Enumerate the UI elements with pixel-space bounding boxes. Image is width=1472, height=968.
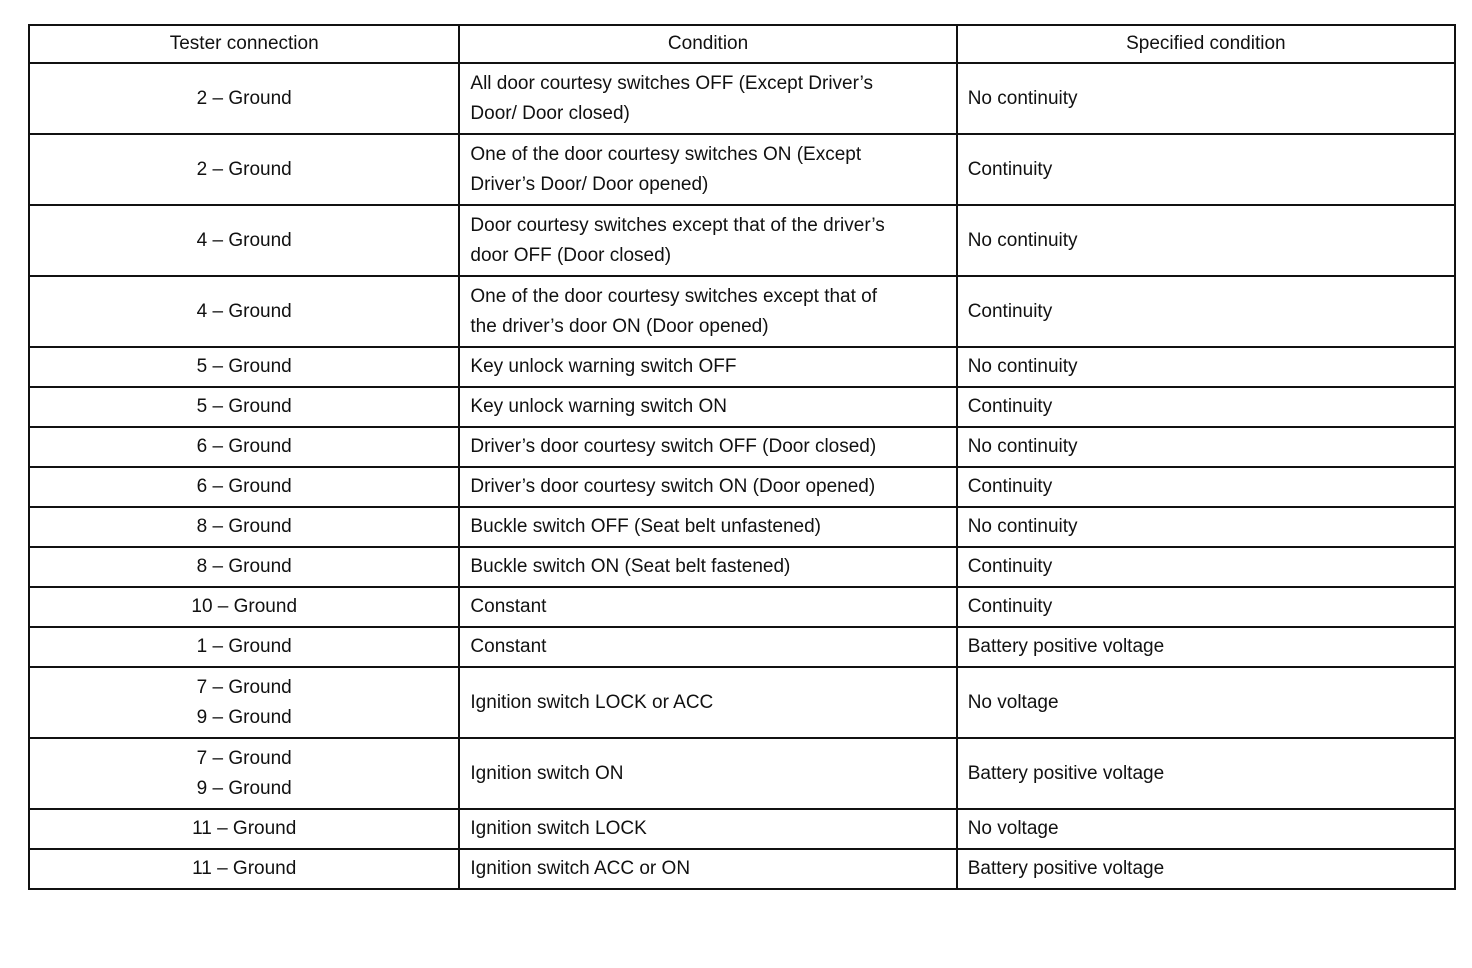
condition-text: Constant: [470, 596, 547, 617]
condition-text: the driver’s door ON (Door opened): [470, 315, 769, 337]
tester-connection-text: 9 – Ground: [196, 777, 292, 799]
specified-condition-cell: Battery positive voltage: [957, 738, 1455, 809]
condition-text: Key unlock warning switch ON: [470, 396, 728, 417]
tester-connection-text: 6 – Ground: [196, 436, 292, 457]
condition-cell: [459, 427, 956, 467]
condition-text: Constant: [470, 636, 547, 657]
tester-connection-text: 6 – Ground: [196, 476, 292, 497]
header-condition: Condition: [459, 25, 956, 63]
inspection-table: [28, 24, 1456, 890]
table-row: [29, 205, 1455, 276]
tester-connection-cell: [29, 667, 459, 738]
specified-condition-cell: No continuity: [957, 347, 1455, 387]
condition-cell: [459, 587, 956, 627]
condition-text: One of the door courtesy switches except that of: [470, 285, 878, 307]
condition-text: Door/ Door closed): [470, 102, 630, 124]
header-specified-condition: Specified condition: [957, 25, 1455, 63]
tester-connection-cell: [29, 849, 459, 889]
condition-cell: [459, 667, 956, 738]
tester-connection-cell: [29, 134, 459, 205]
table-row: [29, 347, 1455, 387]
condition-text: Ignition switch ACC or ON: [470, 858, 691, 879]
condition-cell: [459, 809, 956, 849]
condition-cell: [459, 63, 956, 134]
tester-connection-text: 1 – Ground: [196, 636, 292, 657]
condition-cell: [459, 627, 956, 667]
tester-connection-text: 9 – Ground: [196, 706, 292, 728]
condition-cell: [459, 276, 956, 347]
condition-cell: [459, 467, 956, 507]
tester-connection-text: 11 – Ground: [192, 818, 297, 839]
condition-text: Key unlock warning switch OFF: [470, 356, 737, 377]
condition-text: Driver’s Door/ Door opened): [470, 173, 709, 195]
table-row: [29, 387, 1455, 427]
table-row: [29, 627, 1455, 667]
condition-cell: [459, 507, 956, 547]
specified-condition-cell: Continuity: [957, 587, 1455, 627]
condition-text: All door courtesy switches OFF (Except Driver’s: [470, 72, 874, 94]
condition-cell: [459, 134, 956, 205]
table-row: [29, 427, 1455, 467]
tester-connection-cell: [29, 738, 459, 809]
tester-connection-cell: [29, 63, 459, 134]
table-row: [29, 849, 1455, 889]
condition-text: Ignition switch LOCK or ACC: [470, 691, 714, 713]
specified-condition-cell: No voltage: [957, 809, 1455, 849]
tester-connection-text: 2 – Ground: [196, 158, 292, 180]
table-row: [29, 507, 1455, 547]
table-body: [29, 63, 1455, 889]
condition-text: Door courtesy switches except that of the driver’s: [470, 214, 885, 236]
condition-cell: [459, 205, 956, 276]
tester-connection-cell: [29, 276, 459, 347]
condition-text: Ignition switch LOCK: [470, 818, 647, 839]
table-row: [29, 809, 1455, 849]
condition-text: Ignition switch ON: [470, 762, 624, 784]
specified-condition-cell: Battery positive voltage: [957, 627, 1455, 667]
specified-condition-cell: Continuity: [957, 134, 1455, 205]
specified-condition-cell: Battery positive voltage: [957, 849, 1455, 889]
specified-condition-cell: Continuity: [957, 547, 1455, 587]
table-row: [29, 667, 1455, 738]
condition-text: Buckle switch OFF (Seat belt unfastened): [470, 516, 822, 537]
tester-connection-text: 11 – Ground: [192, 858, 297, 879]
condition-cell: [459, 347, 956, 387]
tester-connection-text: 4 – Ground: [196, 300, 292, 322]
condition-cell: [459, 849, 956, 889]
header-row: [29, 25, 1455, 63]
tester-connection-cell: [29, 627, 459, 667]
table-row: [29, 587, 1455, 627]
tester-connection-cell: [29, 467, 459, 507]
tester-connection-text: 7 – Ground: [196, 747, 292, 769]
tester-connection-text: 2 – Ground: [196, 87, 292, 109]
condition-cell: [459, 547, 956, 587]
tester-connection-text: 7 – Ground: [196, 676, 292, 698]
tester-connection-text: 10 – Ground: [191, 596, 298, 617]
condition-text: One of the door courtesy switches ON (Except: [470, 143, 862, 165]
specified-condition-cell: Continuity: [957, 276, 1455, 347]
tester-connection-cell: [29, 347, 459, 387]
tester-connection-text: 8 – Ground: [196, 556, 292, 577]
table-row: [29, 63, 1455, 134]
specified-condition-cell: No continuity: [957, 205, 1455, 276]
tester-connection-cell: [29, 507, 459, 547]
table-row: [29, 134, 1455, 205]
tester-connection-text: 4 – Ground: [196, 229, 292, 251]
tester-connection-cell: [29, 427, 459, 467]
condition-text: Driver’s door courtesy switch OFF (Door closed): [470, 436, 877, 457]
condition-text: Buckle switch ON (Seat belt fastened): [470, 556, 791, 577]
tester-connection-cell: [29, 387, 459, 427]
table-row: [29, 738, 1455, 809]
specified-condition-cell: Continuity: [957, 467, 1455, 507]
table-row: [29, 467, 1455, 507]
tester-connection-text: 5 – Ground: [196, 356, 292, 377]
tester-connection-cell: [29, 205, 459, 276]
tester-connection-cell: [29, 809, 459, 849]
condition-text: door OFF (Door closed): [470, 244, 672, 266]
tester-connection-text: 5 – Ground: [196, 396, 292, 417]
table-row: [29, 547, 1455, 587]
condition-text: Driver’s door courtesy switch ON (Door opened): [470, 476, 876, 497]
tester-connection-text: 8 – Ground: [196, 516, 292, 537]
table-row: [29, 276, 1455, 347]
specified-condition-cell: No continuity: [957, 427, 1455, 467]
header-tester-connection: Tester connection: [29, 25, 459, 63]
condition-cell: [459, 738, 956, 809]
specified-condition-cell: Continuity: [957, 387, 1455, 427]
tester-connection-cell: [29, 587, 459, 627]
specified-condition-cell: No continuity: [957, 63, 1455, 134]
specified-condition-cell: No continuity: [957, 507, 1455, 547]
specified-condition-cell: No voltage: [957, 667, 1455, 738]
condition-cell: [459, 387, 956, 427]
tester-connection-cell: [29, 547, 459, 587]
